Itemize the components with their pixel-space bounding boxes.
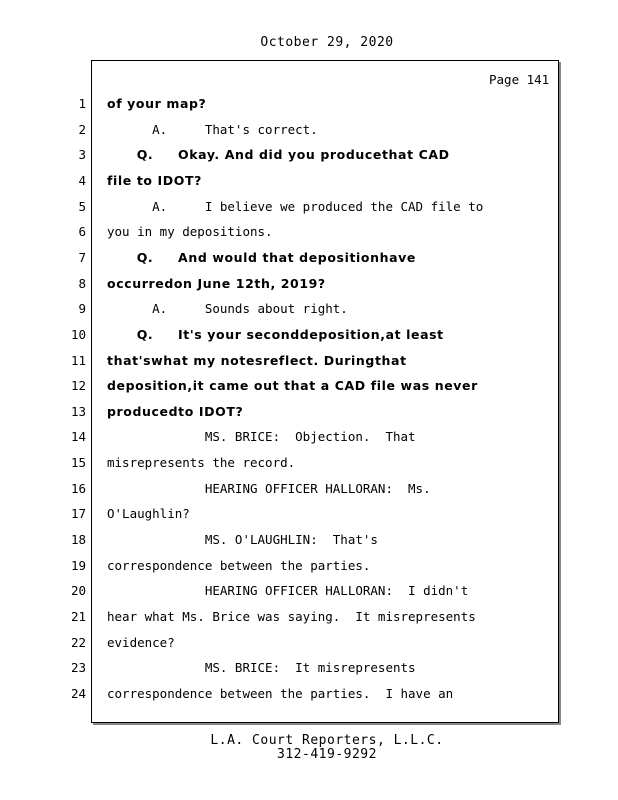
line-number: 12 xyxy=(70,378,86,394)
line-number: 19 xyxy=(70,557,86,573)
transcript-line-text: file to IDOT? xyxy=(107,172,202,188)
line-number: 11 xyxy=(70,352,86,368)
line-number: 23 xyxy=(70,660,86,676)
line-number: 8 xyxy=(78,275,86,291)
footer-phone: 312-419-9292 xyxy=(277,747,377,762)
line-number: 13 xyxy=(70,403,86,419)
transcript-line-text: HEARING OFFICER HALLORAN: I didn't xyxy=(107,583,469,599)
line-number: 24 xyxy=(70,685,86,701)
line-number: 16 xyxy=(70,480,86,496)
footer-company: L.A. Court Reporters, L.L.C. xyxy=(210,733,444,748)
line-number: 14 xyxy=(70,429,86,445)
line-number: 7 xyxy=(78,249,86,265)
line-number: 22 xyxy=(70,634,86,650)
transcript-line-text: of your map? xyxy=(107,96,207,111)
line-number: 1 xyxy=(78,96,86,111)
line-number: 15 xyxy=(70,455,86,471)
transcript-line-text: hear what Ms. Brice was saying. It misrepresents xyxy=(107,609,476,624)
transcript-line-text: A. I believe we produced the CAD file to xyxy=(107,198,484,214)
transcript-line-text: occurredon June 12th, 2019? xyxy=(107,275,326,291)
transcript-line-text: MS. O'LAUGHLIN: That's xyxy=(107,532,378,548)
transcript-line-text: evidence? xyxy=(107,634,175,650)
transcript-line-text: producedto IDOT? xyxy=(107,403,244,419)
line-number: 3 xyxy=(78,147,86,163)
transcript-line-text: that'swhat my notesreflect. Duringthat xyxy=(107,352,407,368)
transcript-line-text: deposition,it came out that a CAD file was never xyxy=(107,378,478,394)
line-number: 18 xyxy=(70,532,86,548)
transcript-line-text: A. That's correct. xyxy=(107,121,318,137)
line-number: 9 xyxy=(78,301,86,317)
page-number: Page 141 xyxy=(489,72,550,87)
transcript-line-text: MS. BRICE: It misrepresents xyxy=(107,660,416,676)
transcript-line-text: correspondence between the parties. xyxy=(107,557,371,573)
line-number: 17 xyxy=(70,506,86,522)
line-number: 2 xyxy=(78,121,86,137)
line-number: 20 xyxy=(70,583,86,599)
transcript-line-text: O'Laughlin? xyxy=(107,506,190,522)
line-number: 4 xyxy=(78,172,86,188)
transcript-line-text: correspondence between the parties. I have an xyxy=(107,685,454,701)
transcript-line-text: A. Sounds about right. xyxy=(107,301,348,317)
transcript-line-text: you in my depositions. xyxy=(107,224,273,240)
line-number: 5 xyxy=(78,198,86,214)
transcript-line-text: misrepresents the record. xyxy=(107,455,296,471)
transcript-line-text: Q. And would that depositionhave xyxy=(107,249,416,265)
line-number: 6 xyxy=(78,224,86,240)
transcript-line-text: Q. It's your seconddeposition,at least xyxy=(107,326,444,342)
line-number: 21 xyxy=(70,609,86,624)
header-date: October 29, 2020 xyxy=(260,35,394,50)
line-number: 10 xyxy=(70,326,86,342)
transcript-line-text: Q. Okay. And did you producethat CAD xyxy=(107,147,450,163)
transcript-line-text: MS. BRICE: Objection. That xyxy=(107,429,416,445)
transcript-line-text: HEARING OFFICER HALLORAN: Ms. xyxy=(107,480,431,496)
